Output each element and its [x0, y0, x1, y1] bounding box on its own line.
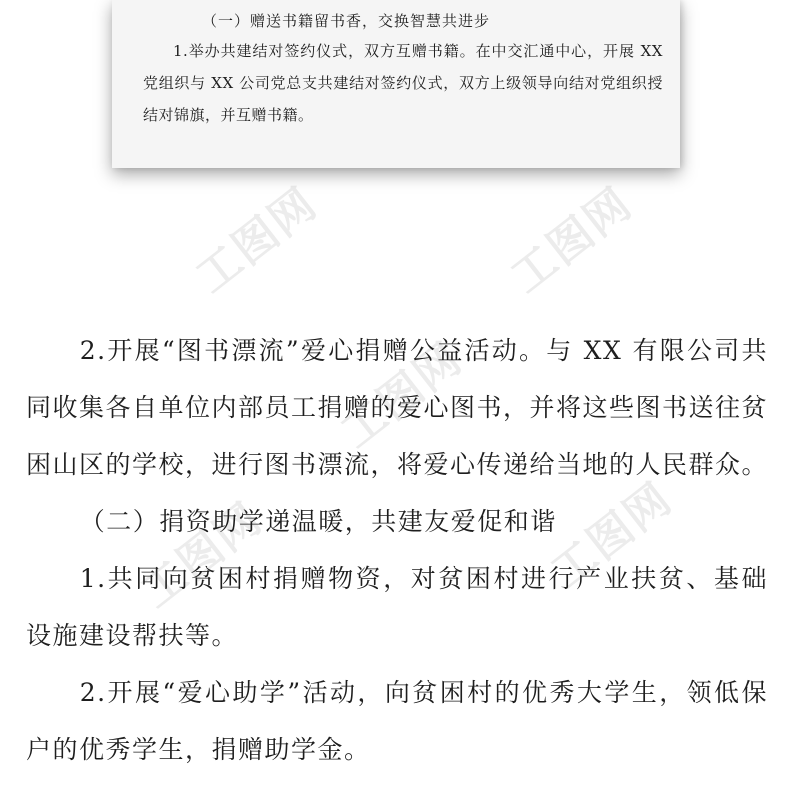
card-paragraph: 1.举办共建结对签约仪式，双方互赠书籍。在中交汇通中心，开展 XX 党组织与 XX 公司党总支共建结对签约仪式，双方上级领导向结对党组织授结对锦旗，并互赠书籍。: [143, 42, 663, 124]
watermark: 工图网: [501, 177, 642, 304]
paragraph: 2.开展“爱心助学”活动，向贫困村的优秀大学生，领低保户的优秀学生，捐赠助学金。: [26, 678, 768, 764]
watermark: 工图网: [131, 492, 272, 619]
paragraph: 1.共同向贫困村捐赠物资，对贫困村进行产业扶贫、基础设施建设帮扶等。: [26, 564, 768, 650]
section-heading-1: （一）赠送书籍留书香，交换智慧共进步: [202, 12, 491, 30]
watermark: 工图网: [541, 472, 682, 599]
document-body: [26, 322, 768, 778]
watermark: 工图网: [186, 177, 327, 304]
watermark: 工图网: [331, 332, 472, 459]
document-card: [112, 0, 680, 168]
paragraph: 2.开展“图书漂流”爱心捐赠公益活动。与 XX 有限公司共同收集各自单位内部员工捐赠的爱心图书，并将这些图书送往贫困山区的学校，进行图书漂流，将爱心传递给当地的人民群众。: [26, 336, 769, 479]
section-heading-2: （二）捐资助学递温暖，共建友爱促和谐: [79, 507, 557, 536]
